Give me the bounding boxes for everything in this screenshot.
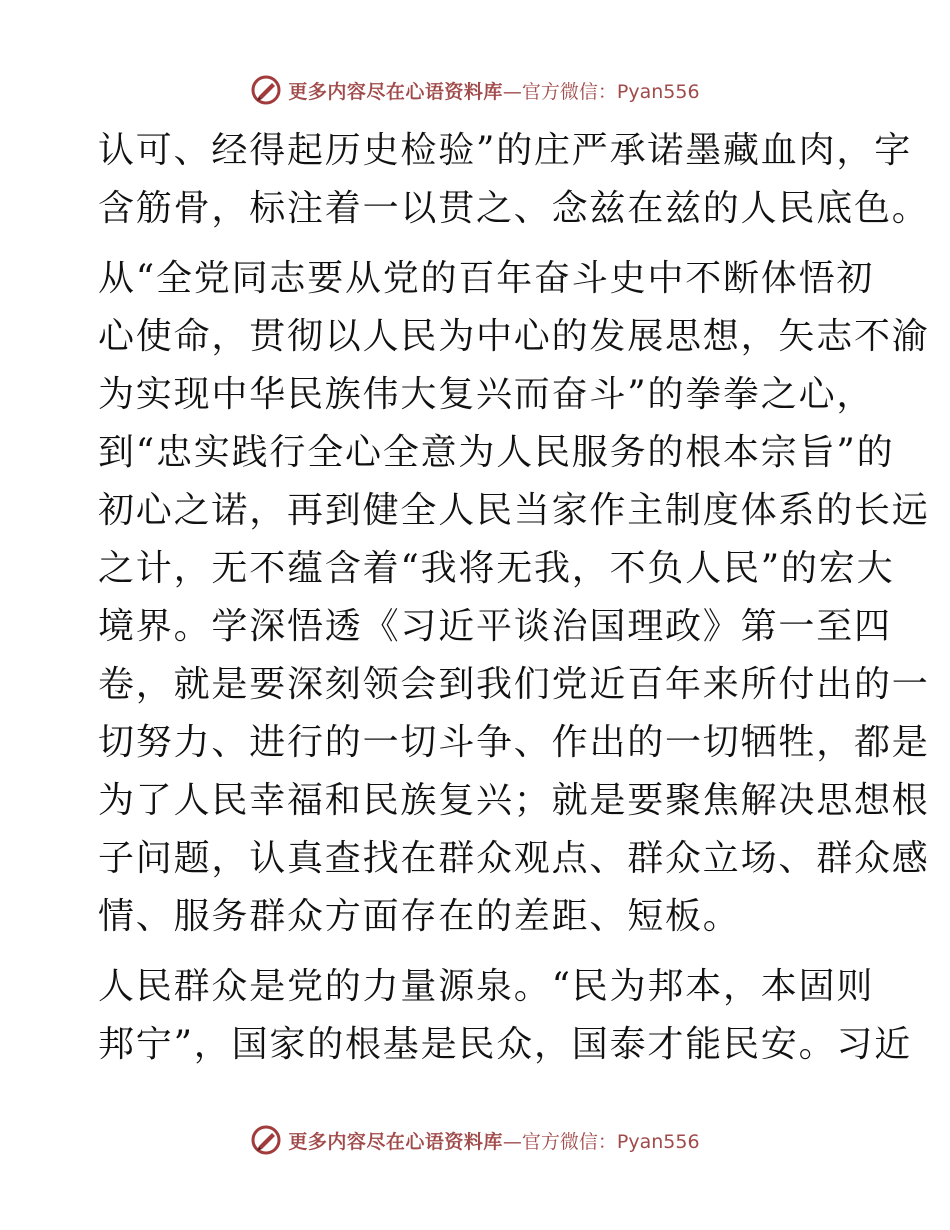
document-body — [98, 122, 930, 1074]
body-line: 含筋骨，标注着一以贯之、念兹在兹的人民底色。 — [98, 188, 930, 229]
header-watermark-banner — [0, 70, 950, 110]
body-line: 心使命，贯彻以人民为中心的发展思想，矢志不渝 — [98, 316, 930, 357]
watermark-promo-text: 更多内容尽在心语资料库 — [288, 80, 503, 103]
body-line: 为实现中华民族伟大复兴而奋斗”的拳拳之心， — [98, 374, 875, 415]
body-line: 之计，无不蕴含着“我将无我，不负人民”的宏大 — [98, 548, 895, 589]
body-line: 切努力、进行的一切斗争、作出的一切牺牲，都是 — [98, 722, 930, 763]
watermark-promo-text: 更多内容尽在心语资料库 — [288, 1130, 503, 1153]
paragraph-start-line: 人民群众是党的力量源泉。“民为邦本，本固则 — [98, 966, 875, 1007]
footer-watermark-banner — [0, 1120, 950, 1160]
pen-circle-logo-icon — [250, 1124, 282, 1156]
body-line: 邦宁”，国家的根基是民众，国泰才能民安。习近 — [98, 1024, 913, 1065]
body-line: 认可、经得起历史检验”的庄严承诺墨藏血肉，字 — [98, 130, 913, 171]
watermark-official-text: —官方微信：Pyan556 — [502, 1130, 700, 1153]
paragraph-start-line: 从“全党同志要从党的百年奋斗史中不断体悟初 — [98, 258, 875, 299]
watermark-official-text: —官方微信：Pyan556 — [502, 80, 700, 103]
body-line: 境界。学深悟透《习近平谈治国理政》第一至四 — [98, 606, 892, 647]
pen-circle-logo-icon — [250, 74, 282, 106]
body-line: 初心之诺，再到健全人民当家作主制度体系的长远 — [98, 490, 930, 531]
body-line: 卷，就是要深刻领会到我们党近百年来所付出的一 — [98, 664, 930, 705]
body-line: 为了人民幸福和民族复兴；就是要聚焦解决思想根 — [98, 780, 930, 821]
body-line: 情、服务群众方面存在的差距、短板。 — [98, 896, 741, 937]
body-line: 到“忠实践行全心全意为人民服务的根本宗旨”的 — [98, 432, 895, 473]
body-line: 子问题，认真查找在群众观点、群众立场、群众感 — [98, 838, 930, 879]
